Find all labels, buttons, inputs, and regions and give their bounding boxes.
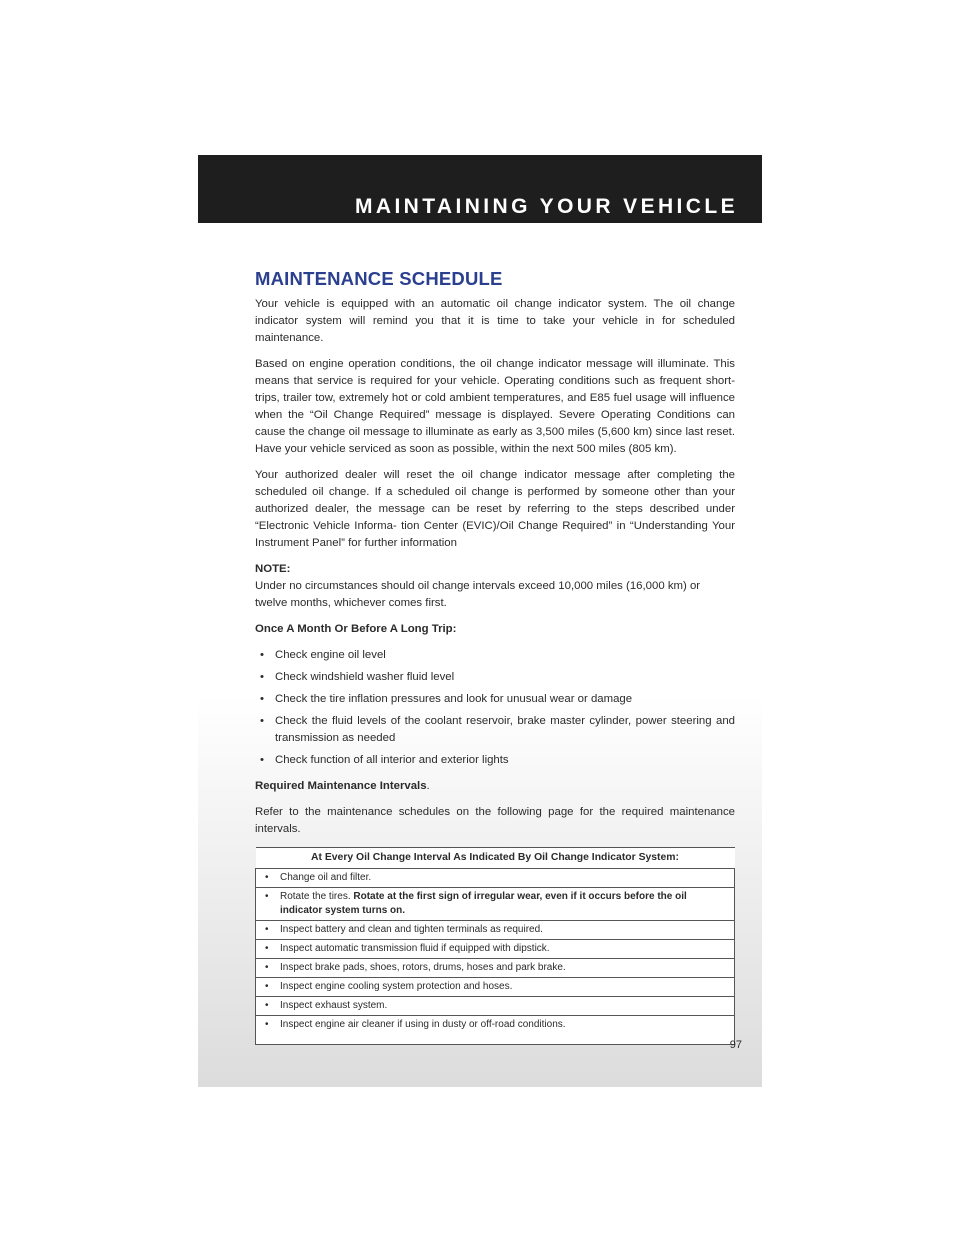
table-row: • Inspect engine cooling system protection and hoses. bbox=[256, 978, 735, 997]
dealer-reset-paragraph: Your authorized dealer will reset the oil change indicator message after completing the scheduled oil change. If a scheduled oil change is performed by someone other than your authorized dealer, the message can be reset by referring to the steps described under “Electronic Vehicle Informa- tion Center (EVIC)/Oil Change Required” in “Understanding Your Instrument Panel” for further information bbox=[255, 469, 735, 549]
list-item: • Check engine oil level bbox=[255, 647, 735, 664]
bullet-icon: • bbox=[265, 962, 269, 973]
bullet-icon: • bbox=[265, 872, 269, 883]
list-item: • Check function of all interior and exterior lights bbox=[255, 752, 735, 769]
bullet-icon: • bbox=[265, 981, 269, 992]
page-content bbox=[255, 268, 735, 1045]
bullet-icon: • bbox=[260, 693, 264, 705]
page-number: 97 bbox=[729, 1039, 742, 1051]
table-row: • Change oil and filter. bbox=[256, 869, 735, 888]
table-header: At Every Oil Change Interval As Indicated By Oil Change Indicator System: bbox=[256, 848, 735, 869]
table-row: • Inspect brake pads, shoes, rotors, drums, hoses and park brake. bbox=[256, 959, 735, 978]
list-item: • Check the fluid levels of the coolant reservoir, brake master cylinder, power steering and transmission as needed bbox=[260, 715, 735, 744]
monthly-checks-list bbox=[255, 647, 735, 769]
table-row: • Inspect battery and clean and tighten terminals as required. bbox=[256, 921, 735, 940]
note-text: Under no circumstances should oil change intervals exceed 10,000 miles (16,000 km) or twelve months, whichever comes first. bbox=[255, 580, 701, 609]
required-intervals-text: Refer to the maintenance schedules on the following page for the required maintenance intervals. bbox=[255, 806, 735, 835]
bullet-icon: • bbox=[265, 891, 269, 902]
section-title: MAINTENANCE SCHEDULE bbox=[255, 268, 503, 289]
bullet-icon: • bbox=[260, 671, 264, 683]
table-row: • Inspect automatic transmission fluid if equipped with dipstick. bbox=[256, 940, 735, 959]
manual-page bbox=[198, 155, 762, 1087]
list-item: • Check the tire inflation pressures and look for unusual wear or damage bbox=[255, 691, 735, 708]
chapter-title: MAINTAINING YOUR VEHICLE bbox=[354, 195, 738, 218]
monthly-checks-heading: Once A Month Or Before A Long Trip: bbox=[255, 623, 457, 635]
required-intervals-heading: Required Maintenance Intervals. bbox=[255, 780, 430, 792]
conditions-paragraph: Based on engine operation conditions, the oil change indicator message will illuminate. This means that service is required for your vehicle. Operating conditions such as frequent short-trips, trailer tow, extremely hot or cold ambient temperatures, and E85 fuel usage will influence when the “Oil Change Required” message is displayed. Severe Operating Conditions can cause the change oil message to illuminate as early as 3,500 miles (5,600 km) since last reset. Have your vehicle serviced as soon as possible, within the next 500 miles (805 km). bbox=[255, 358, 735, 455]
header-bar bbox=[198, 155, 762, 223]
note-label: NOTE: bbox=[255, 563, 291, 575]
table-row: • Inspect engine air cleaner if using in dusty or off-road conditions. bbox=[256, 1016, 735, 1045]
oil-change-interval-table bbox=[255, 847, 735, 1045]
bullet-icon: • bbox=[260, 754, 264, 766]
intro-paragraph: Your vehicle is equipped with an automatic oil change indicator system. The oil change indicator system will remind you that it is time to take your vehicle in for scheduled maintenance. bbox=[255, 298, 735, 344]
bullet-icon: • bbox=[265, 1019, 269, 1030]
bullet-icon: • bbox=[265, 943, 269, 954]
bullet-icon: • bbox=[265, 924, 269, 935]
list-item: • Check windshield washer fluid level bbox=[255, 669, 735, 686]
table-row: • Inspect exhaust system. bbox=[256, 997, 735, 1016]
bullet-icon: • bbox=[260, 715, 264, 727]
bullet-icon: • bbox=[265, 1000, 269, 1011]
table-row: • Rotate the tires. Rotate at the first sign of irregular wear, even if it occurs before the oil indicator system turns on. bbox=[256, 888, 735, 921]
bullet-icon: • bbox=[260, 649, 264, 661]
